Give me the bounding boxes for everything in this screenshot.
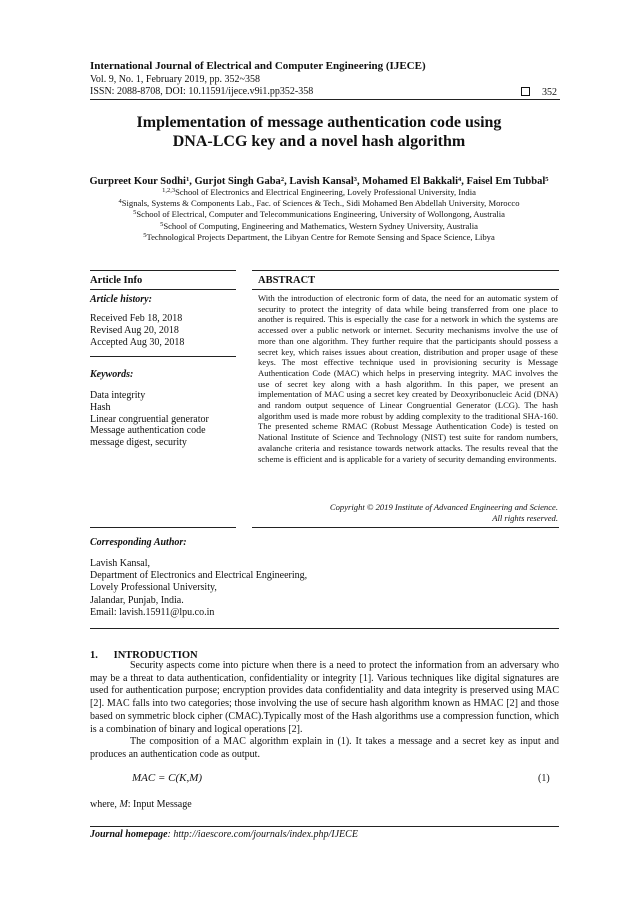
author-name: Mohamed El Bakkali xyxy=(362,176,458,187)
affiliation-sup: 5 xyxy=(160,220,164,228)
footer-rule xyxy=(90,826,559,827)
info-top-rule xyxy=(90,270,236,271)
intro-paragraph-2: The composition of a MAC algorithm explain in (1). It takes a message and a secret key as input and produces an authentication code as output. xyxy=(90,736,559,760)
keyword: Message authentication code xyxy=(90,425,206,437)
copyright-line-1: Copyright © 2019 Institute of Advanced Engineering and Science. xyxy=(329,502,558,512)
author-sep: , xyxy=(357,176,363,187)
history-list xyxy=(90,313,184,348)
affiliation xyxy=(60,187,578,198)
author-name: Gurpreet Kour Sodhi xyxy=(89,176,186,187)
corresponding-line: Department of Electronics and Electrical Engineering, xyxy=(90,570,308,582)
author-sup: 4 xyxy=(457,176,462,183)
equation: MAC = C(K,M) xyxy=(132,772,203,784)
header-rule xyxy=(90,99,560,100)
author-name: Gurjot Singh Gaba xyxy=(194,176,281,187)
affiliation-sup: 5 xyxy=(143,231,147,239)
where-symbol: M xyxy=(119,799,128,810)
journal-homepage xyxy=(90,829,358,840)
abstract-text: With the introduction of electronic form of data, the need for an automatic system of security to protect the integrity of data while being transferred from one place to another is required. This is especially the case for a network in which the systems are accessed over a public network or internet. Security mechanisms involve the use of more than one algorithm. They further require that the participants should possess a secret key, which raises issues about creation, distribution and proper usage of these keys. The most effective technique used in provisioning security is Message Authentication Code (MAC) which helps in preserving integrity. MAC involves the use of secret key along with a hash algorithm. In this paper, we present an implementation of MAC using a secret key created by Deoxyribonucleic Acid (DNA) and random output sequence of Linear Congruential Generator (LCG). The hash algorithm used is made more robust by adding complexity to the traditional SHA-160. The presented scheme RMAC (Robust Message Authentication Code) is tested on National Institute of Science and Technology (NIST) test suite for random numbers, avalanche criteria and resistance towards network attacks. The results reveal that the scheme is efficient and is applicable for a variety of security demanding environments. xyxy=(258,293,558,464)
where-prefix: where, xyxy=(90,799,120,810)
affiliation xyxy=(60,198,578,209)
intro-paragraph-1: Security aspects come into picture when there is a need to protect the information from an adversary who may be a threat to data authentication, confidentiality or integrity [1]. Various techniques like digital signatures are used for authentication purpose; encryption provides data confidentiality and data integrity is preserved using MAC [2]. MAC falls into two categories; those involving the use of secure hash algorithm known as HMAC [2] and those based on symmetric block cipher (CMAC).Typically most of the Hash algorithms use a compression function, which is a combination of binary and logical operations [2]. xyxy=(90,660,559,735)
author-sup: 5 xyxy=(545,176,549,183)
keyword: message digest, security xyxy=(90,437,187,449)
issn-line: ISSN: 2088-8708, DOI: 10.11591/ijece.v9i1.pp352-358 xyxy=(90,86,314,97)
affiliation-text: School of Electronics and Electrical Engineering, Lovely Professional University, India xyxy=(175,187,476,197)
copyright-line-2: All rights reserved. xyxy=(492,513,558,523)
homepage-url[interactable]: : http://iaescore.com/journals/index.php/IJECE xyxy=(167,829,358,840)
affiliation xyxy=(60,232,578,243)
affiliations xyxy=(60,187,578,243)
corresponding-line: Lavish Kansal, xyxy=(90,558,150,569)
affiliation xyxy=(60,221,578,232)
abstract-bottom-rule xyxy=(252,527,559,528)
keyword: Linear congruential generator xyxy=(90,413,209,425)
affiliation-text: Technological Projects Department, the Libyan Centre for Remote Sensing and Space Science, Libya xyxy=(146,231,495,242)
history-item: Received Feb 18, 2018 xyxy=(90,313,183,324)
paper-title xyxy=(60,113,578,151)
history-item: Revised Aug 20, 2018 xyxy=(90,324,179,336)
keyword: Data integrity xyxy=(90,390,146,401)
copyright xyxy=(258,502,558,524)
author-sup: 3 xyxy=(353,176,358,183)
article-info-heading: Article Info xyxy=(90,275,143,286)
affiliation xyxy=(60,209,578,220)
affiliation-text: School of Electrical, Computer and Telecommunications Engineering, University of Wollongong, Australia xyxy=(136,209,505,220)
corresponding-details xyxy=(90,558,307,619)
equation-number: (1) xyxy=(538,773,550,784)
square-icon xyxy=(521,87,530,96)
section-heading: 1. INTRODUCTION xyxy=(90,650,198,661)
affiliation-text: Signals, Systems & Components Lab., Fac. of Sciences & Tech., Sidi Mohamed Ben Abdellah University, Morocco xyxy=(121,198,520,209)
where-text: : Input Message xyxy=(127,799,192,810)
history-rule xyxy=(90,356,236,357)
author-sep: , xyxy=(284,176,290,187)
affiliation-text: School of Computing, Engineering and Mathematics, Western Sydney University, Australia xyxy=(163,220,478,231)
page-number: 352 xyxy=(542,87,557,98)
info-sub-rule xyxy=(90,289,236,290)
keywords-heading: Keywords: xyxy=(90,369,134,380)
corresponding-email: Email: lavish.15911@lpu.co.in xyxy=(90,606,215,618)
abstract-top-rule xyxy=(252,270,559,271)
author-sup: 1 xyxy=(185,176,190,183)
affiliation-sup: 1,2,3 xyxy=(162,187,176,194)
affiliation-sup: 4 xyxy=(118,198,122,206)
corresponding-line: Lovely Professional University, xyxy=(90,582,217,594)
keyword: Hash xyxy=(90,401,111,413)
abstract-sub-rule xyxy=(252,289,559,290)
info-bottom-rule xyxy=(90,527,236,528)
history-item: Accepted Aug 30, 2018 xyxy=(90,336,185,348)
corresponding-heading: Corresponding Author: xyxy=(90,537,187,548)
journal-name: International Journal of Electrical and Computer Engineering (IJECE) xyxy=(90,60,426,72)
where-line xyxy=(90,799,192,810)
corresponding-rule xyxy=(90,628,559,629)
affiliation-sup: 5 xyxy=(133,209,137,217)
history-heading: Article history: xyxy=(90,294,152,305)
corresponding-line: Jalandar, Punjab, India. xyxy=(90,594,184,606)
author-name: Lavish Kansal xyxy=(289,176,354,187)
author-sep: , xyxy=(189,176,195,187)
abstract-heading: ABSTRACT xyxy=(258,275,316,286)
title-line-1: Implementation of message authentication code using xyxy=(136,114,502,131)
author-sep: , xyxy=(461,176,467,187)
title-line-2: DNA-LCG key and a novel hash algorithm xyxy=(172,133,466,150)
author-name: Faisel Em Tubbal xyxy=(466,176,546,187)
keywords-list xyxy=(90,390,209,449)
homepage-label: Journal homepage xyxy=(90,829,168,840)
author-sup: 2 xyxy=(280,176,285,183)
volume-line: Vol. 9, No. 1, February 2019, pp. 352~358 xyxy=(90,74,260,85)
